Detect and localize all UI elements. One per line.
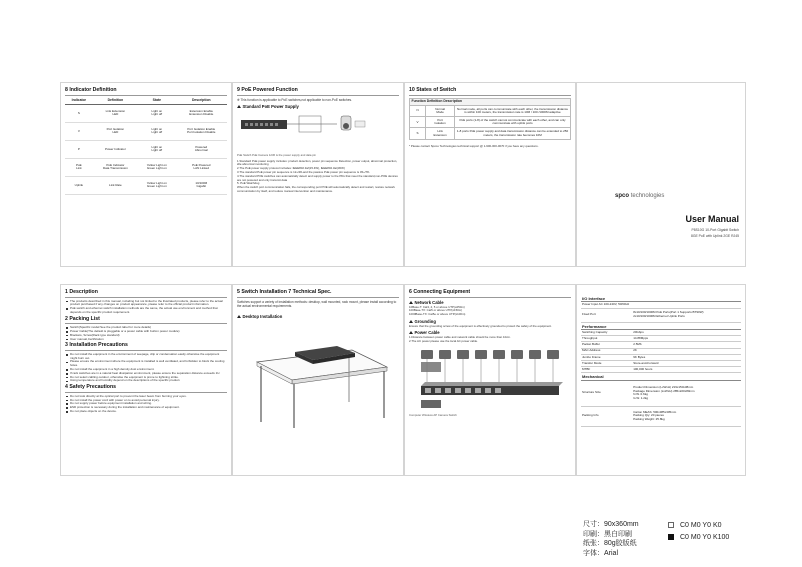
swatch-white: C0 M0 Y0 K0 — [668, 520, 729, 532]
table-row: Uplink Link Rate Yellow Light on Green Light on 10/100M Gigabit — [65, 176, 227, 194]
triangle-icon — [409, 301, 413, 304]
grounding-title: Grounding — [409, 319, 571, 324]
spec-panel — [576, 284, 746, 476]
states-title: 10 States of Switch — [409, 87, 571, 96]
list-item: Do not select cabling outdoor, otherwise the equipment is prone to lightning strike. — [65, 376, 227, 380]
poe-diagram — [237, 110, 397, 148]
brand-logo: spco technologies — [615, 193, 665, 199]
poe-panel — [232, 82, 404, 267]
desktop-illustration — [237, 322, 397, 432]
installation-body: Switches support a variety of installation methods: desktop, wall mounted, rack mount, please install according to the actual environmental requirements. — [237, 299, 397, 308]
poe-title: 9 PoE Powered Function — [237, 87, 399, 96]
triangle-icon — [409, 331, 413, 334]
table-row: Jumbo Frame 9K Bytes — [581, 354, 741, 360]
list-item: Do not install the power cord with power on to avoid personal injury. — [65, 399, 227, 403]
manual-title: User Manual — [685, 214, 739, 224]
list-item: Power Cable(The default is pluggable or a power cable with built-in power module) — [65, 330, 227, 334]
cover-panel — [576, 82, 746, 267]
power-input: Power Input AC 100-240V, 50/60Hz — [581, 302, 741, 308]
poe-body: 1.Standard PoE power supply includes: product detection, power pin sequence Detection, power output, abnormal protection, idle abnormal monitoring 2.The PoE power supply protocol includes: IEEE802.3af(15.4W), IEEE802.3at(30W) 3.The standard PoE power pin sequence is 12+/36-and the passive PoE power pin sequence is 45+/78- 4.The standard POE switches can automatically detect and supply power to the PDs that meet the standard,non-POE devices are not powered and only transmit data 5. PoE Watchdog When the switch port communication fails, the corresponding port POE will automatically detect and restart, restore network communication by itself, and reduce manual intervention and maintenance. — [237, 158, 398, 193]
states-panel — [404, 82, 576, 267]
print-method: 印刷：黑白印刷 — [583, 530, 632, 538]
triangle-icon — [237, 315, 241, 318]
indicator-title: 8 Indicator Definition — [65, 87, 227, 96]
installation-spec-title: 5 Switch Installation 7 Technical Spec. — [237, 289, 399, 298]
connecting-title: 6 Connecting Equipment — [409, 289, 571, 298]
io-title: I/O Interface — [581, 295, 741, 302]
table-row: V Port Isolation PoE ports (1-8) of the switch cannot communicate with each other, and can only communicate with uplink ports — [410, 117, 571, 128]
grounding-body: Ensure that the grounding screw of the equipment is effectively grounded to protect the safety of the equipment. — [409, 323, 552, 328]
white-swatch-icon — [668, 522, 674, 528]
network-cable-title: Network Cable — [409, 300, 571, 305]
table-row: Transfer Mode Store-and-Forward — [581, 360, 741, 366]
print-font: 字体：Arial — [583, 549, 619, 557]
states-header: Function Definition Description — [410, 98, 571, 106]
swatch-black: C0 M0 Y0 K100 — [668, 532, 729, 544]
table-row: Throughput 14.88Mpps — [581, 336, 741, 342]
connection-diagram — [409, 346, 571, 418]
spec-table: I/O Interface Power Input AC 100-240V, 50/60Hz Fixed Port 8x10/100/1000M PoE Ports(Port 1 Supports BT90W) 2x10/100/1000M Ethernet Uplink Ports Performance Switching Capacity 20Gbps Throughput 14.88Mpps Packet Buffer 2.5Mb MAC Address 2K Jumbo Frame 9K Bytes Transfer Mode Store-and-Forward MTBF 100,000 hours Mechanical Structure Size Product Dimension (LxWxH) 219x150x38mm Package Dimension (LxWxH) 285x220x80mm N.W. 0.6kg G.W. 1.2kg Packing Info Carton MEAS: 500x385x305mm Packing Qty: 20 pieces Packing Weight: 25.8kg — [581, 295, 741, 427]
list-item: Do not install the equipment in a high density dust environment. — [65, 368, 227, 372]
indicator-table — [65, 98, 227, 195]
performance-title: Performance — [581, 322, 741, 329]
poe-diagram-caption: PoE Switch PoE Camera 1236 is the power supply and data pin — [237, 152, 316, 157]
list-item: PoE switch and ethernet switch installation methods are the same, the actual use environment and method that depends on the specific product requirement. — [65, 307, 227, 315]
network-cable-body: 10Base-T: Cat3, 4, 5 or above UTP(≤250m) 100Base-TX: Cat5 or above UTP(≤150m) 1000Base-TX: Cat5e or above UTP(≤100m) — [409, 304, 466, 316]
table-row: MAC Address 2K — [581, 348, 741, 354]
triangle-icon — [237, 105, 241, 108]
col-indicator: Indicator — [65, 98, 93, 105]
list-item: The products described in this manual, including but not limited to the illustrated products, please refer to the actual product purchased if any changes on product appearance, please refer to the official product information. — [65, 300, 227, 308]
list-item: If rack switches are in a natural heat dissipation environment, please ensure the separation distance exceeds 1U. — [65, 372, 227, 376]
table-row: MTBF 100,000 hours — [581, 367, 741, 373]
table-row: Packet Buffer 2.5Mb — [581, 342, 741, 348]
product-desc: 8GE PoE with Uplink 2GE RJ45 — [690, 234, 739, 238]
indicator-panel — [60, 82, 232, 267]
description-panel — [60, 284, 232, 476]
states-table — [409, 98, 571, 140]
product-model: P8S10G 10-Port Gigabit Switch — [691, 228, 739, 232]
print-size: 尺寸：90x360mm — [583, 521, 639, 528]
col-description: Description — [176, 98, 227, 105]
table-row: Switching Capacity 20Gbps — [581, 329, 741, 335]
print-spec — [583, 520, 639, 558]
list-item: Switch(Specific model:See the product label for more details) — [65, 326, 227, 330]
list-item: User manual,Certification — [65, 338, 227, 342]
black-swatch-icon — [668, 534, 674, 540]
power-cable-title: Power Cable — [409, 330, 571, 335]
list-item: Do not supply power before equipment installation and wiring. — [65, 402, 227, 406]
table-row: S Link Extension LED Light on Light off Extension Enable Extension Disable — [65, 104, 227, 122]
col-state: State — [138, 98, 175, 105]
table-row: P Power Indicator Light on Light off Powered Abnormal — [65, 140, 227, 158]
list-item: Do not look directly at the optical port to prevent the laser beam from burning your eyes. — [65, 395, 227, 399]
table-row: N Normal Mode Normal mode, all ports can communicate with each other, the transmission distance is within 100 meters, the transmission rate is 10M / 100 /1000M adaptive — [410, 106, 571, 117]
list-item: Brackets, Screw(Rack type standard) — [65, 334, 227, 338]
connection-caption: Computer Wireless AP Camera Switch — [409, 413, 457, 417]
desktop-subtitle: Desktop Installation — [237, 314, 399, 319]
triangle-icon — [409, 320, 413, 323]
installation-title: 3 Installation Precautions — [65, 342, 227, 351]
mechanical-title: Mechanical — [581, 373, 741, 380]
list-item: Do not place objects on the device. — [65, 410, 227, 414]
packing-title: 2 Packing List — [65, 316, 227, 325]
print-paper: 纸张：80g胶版纸 — [583, 540, 637, 547]
description-title: 1 Description — [65, 289, 227, 298]
list-item: Using temperature and humidity depend on the descriptions of the specific product. — [65, 379, 227, 383]
safety-title: 4 Safety Precautions — [65, 384, 227, 393]
list-item: ESD protection is necessary during the installation and maintenance of equipment. — [65, 406, 227, 410]
table-row: S Link Extension 1-8 ports PoE power supply and data transmission distance can be extended to 250 meters, the transmission rate becomes 10M — [410, 128, 571, 139]
color-swatches — [668, 520, 729, 544]
list-item: Do not install the equipment in the environment of seepage, drip or condensation easily otherwise the equipment might burn out. — [65, 353, 227, 361]
col-definition: Definition — [93, 98, 138, 105]
poe-subtitle: Standard PoE Power Supply — [237, 104, 399, 109]
table-row: PoE Link PoE Indicator Data Transmission Yellow Light on Green Light on PoE Powered LAN Linked — [65, 158, 227, 176]
power-cable-body: 1.Distance between power cable and network cable should be more than 10cm. 2.The AC power please use the local AC power cable. — [409, 335, 511, 344]
poe-note: ※ This function is applicable to PoE switches,not applicable to non-PoE switches. — [237, 97, 352, 102]
list-item: Please ensure the environment where the equipment is installed is well ventilated, and forbidden to block the cooling holes. — [65, 360, 227, 368]
connecting-panel — [404, 284, 576, 476]
table-row: V Port Isolation LED Light on Light off Port Isolation Enable Port Isolation Disable — [65, 122, 227, 140]
support-note: * Please contact Spcou Technologies technical support @ 1-900-000-0070 if you have any questions. — [409, 143, 539, 148]
installation-panel — [232, 284, 404, 476]
